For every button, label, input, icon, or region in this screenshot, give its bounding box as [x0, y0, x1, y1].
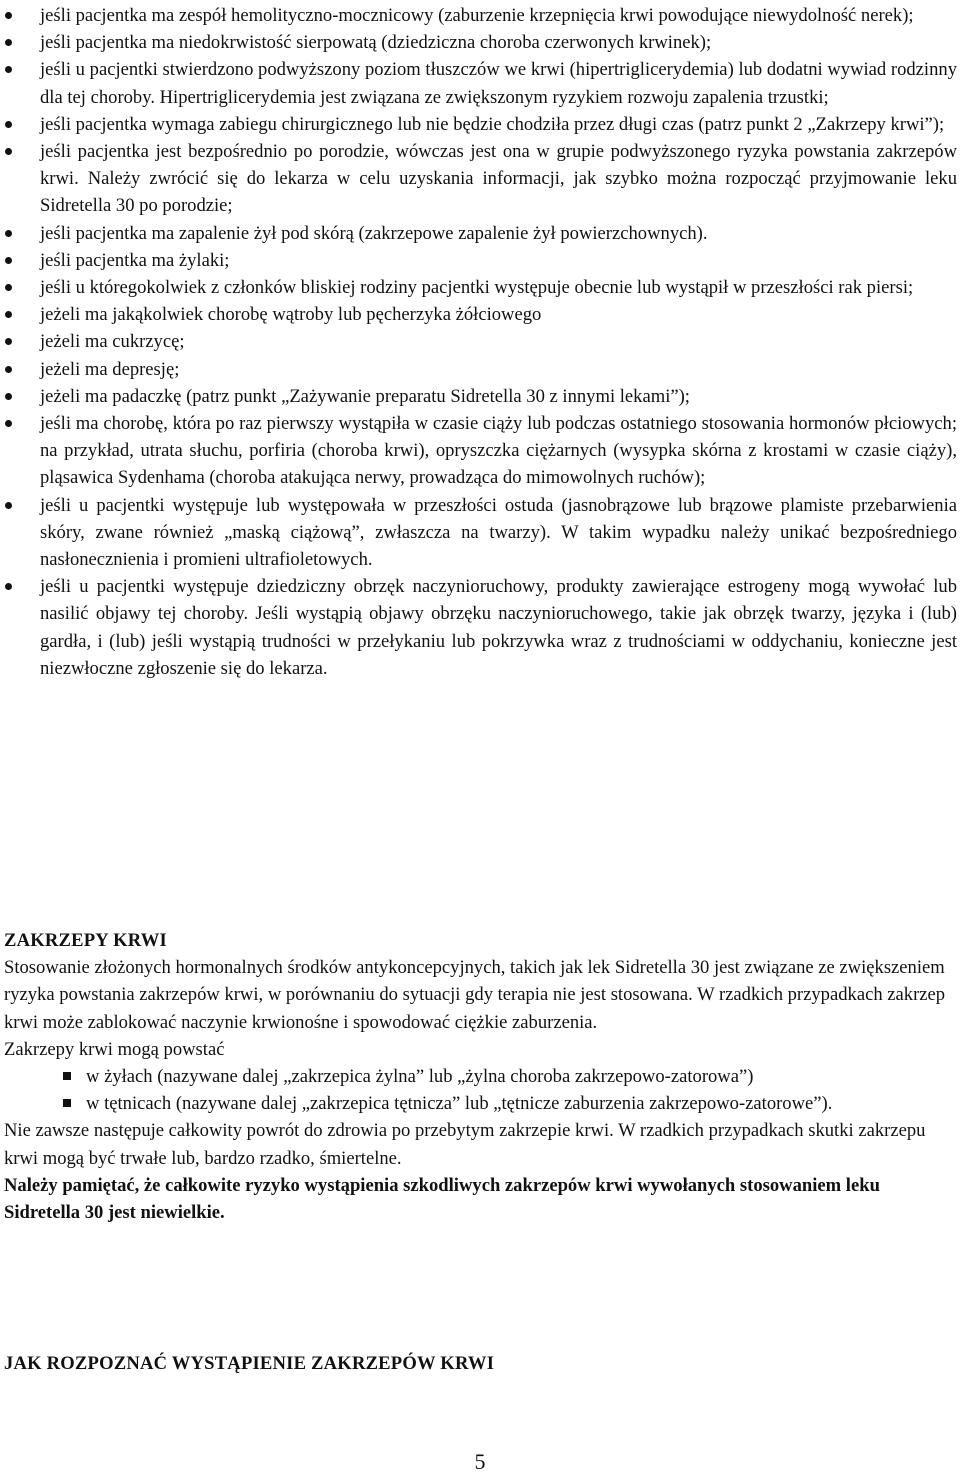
- clot-location-list: [4, 1063, 954, 1117]
- list-item: w tętnicach (nazywane dalej „zakrzepica tętnicza” lub „tętnicze zaburzenia zakrzepowo-zatorowe”).: [4, 1090, 954, 1117]
- list-item: jeśli pacjentka wymaga zabiegu chirurgicznego lub nie będzie chodziła przez długi czas (patrz punkt 2 „Zakrzepy krwi”);: [0, 111, 960, 138]
- list-item: jeśli u pacjentki występuje dziedziczny obrzęk naczynioruchowy, produkty zawierające estrogeny mogą wywołać lub nasilić objawy tej choroby. Jeśli wystąpią objawy obrzęku naczynioruchowego, takie jak obrzęk twarzy, języka i (lub) gardła, i (lub) jeśli wystąpią trudności w przełykaniu lub pokrzywka wraz z trudnościami w oddychaniu, konieczne jest niezwłoczne zgłoszenie się do lekarza.: [0, 573, 960, 682]
- paragraph: Zakrzepy krwi mogą powstać: [4, 1038, 225, 1060]
- list-item: jeżeli ma depresję;: [0, 356, 960, 383]
- list-item: jeśli u pacjentki stwierdzono podwyższony poziom tłuszczów we krwi (hipertriglicerydemia) lub dodatni wywiad rodzinny dla tej choroby. Hipertriglicerydemia jest związana ze zwiększonym ryzykiem rozwoju zapalenia trzustki;: [0, 56, 960, 110]
- list-item: jeśli u pacjentki występuje lub występowała w przeszłości ostuda (jasnobrązowe lub brązowe plamiste przebarwienia skóry, zwane również „maską ciążową”, zwłaszcza na twarzy). W takim wypadku należy unikać bezpośredniego nasłonecznienia i promieni ultrafioletowych.: [0, 492, 960, 574]
- list-item: jeśli pacjentka ma zapalenie żył pod skórą (zakrzepowe zapalenie żył powierzchownych).: [0, 220, 960, 247]
- section-recognize-clots: [4, 1350, 954, 1377]
- list-item: jeżeli ma jakąkolwiek chorobę wątroby lub pęcherzyka żółciowego: [0, 301, 960, 328]
- paragraph: Stosowanie złożonych hormonalnych środków antykoncepcyjnych, takich jak lek Sidretella 30 jest związane ze zwiększeniem ryzyka powstania zakrzepów krwi, w porównaniu do sytuacji gdy terapia nie jest stosowana. W rzadkich przypadkach zakrzep krwi może zablokować naczynie krwionośne i spowodować ciężkie zaburzenia.: [4, 957, 946, 1033]
- list-item: jeśli pacjentka ma niedokrwistość sierpowatą (dziedziczna choroba czerwonych krwinek);: [0, 29, 960, 56]
- list-item: w żyłach (nazywane dalej „zakrzepica żylna” lub „żylna choroba zakrzepowo-zatorowa”): [4, 1063, 954, 1090]
- list-item: jeśli pacjentka ma żylaki;: [0, 247, 960, 274]
- list-item: jeśli u któregokolwiek z członków bliskiej rodziny pacjentki występuje obecnie lub wystąpił w przeszłości rak piersi;: [0, 274, 960, 301]
- page-number: 5: [474, 1449, 486, 1474]
- section-heading: ZAKRZEPY KRWI: [4, 930, 167, 951]
- section-blood-clots: [4, 927, 954, 1226]
- paragraph: Nie zawsze następuje całkowity powrót do zdrowia po przebytym zakrzepie krwi. W rzadkich przypadkach skutki zakrzepu krwi mogą być trwałe lub, bardzo rzadko, śmiertelne.: [4, 1120, 926, 1169]
- bold-note: Należy pamiętać, że całkowite ryzyko wystąpienia szkodliwych zakrzepów krwi wywołanych stosowaniem leku Sidretella 30 jest niewielkie.: [4, 1174, 880, 1224]
- list-item: jeżeli ma padaczkę (patrz punkt „Zażywanie preparatu Sidretella 30 z innymi lekami”);: [0, 383, 960, 410]
- list-item: jeżeli ma cukrzycę;: [0, 328, 960, 355]
- risk-factor-list: [0, 2, 960, 682]
- list-item: jeśli pacjentka jest bezpośrednio po porodzie, wówczas jest ona w grupie podwyższonego ryzyka powstania zakrzepów krwi. Należy zwrócić się do lekarza w celu uzyskania informacji, jak szybko można rozpocząć przyjmowanie leku Sidretella 30 po porodzie;: [0, 138, 960, 220]
- list-item: jeśli pacjentka ma zespół hemolityczno-mocznicowy (zaburzenie krzepnięcia krwi powodujące niewydolność nerek);: [0, 2, 960, 29]
- section-heading: JAK ROZPOZNAĆ WYSTĄPIENIE ZAKRZEPÓW KRWI: [4, 1353, 495, 1374]
- list-item: jeśli ma chorobę, która po raz pierwszy wystąpiła w czasie ciąży lub podczas ostatniego stosowania hormonów płciowych; na przykład, utrata słuchu, porfiria (choroba krwi), opryszczka ciężarnych (wysypka skórna z krostami w czasie ciąży), pląsawica Sydenhama (choroba atakująca nerwy, prowadząca do mimowolnych ruchów);: [0, 410, 960, 492]
